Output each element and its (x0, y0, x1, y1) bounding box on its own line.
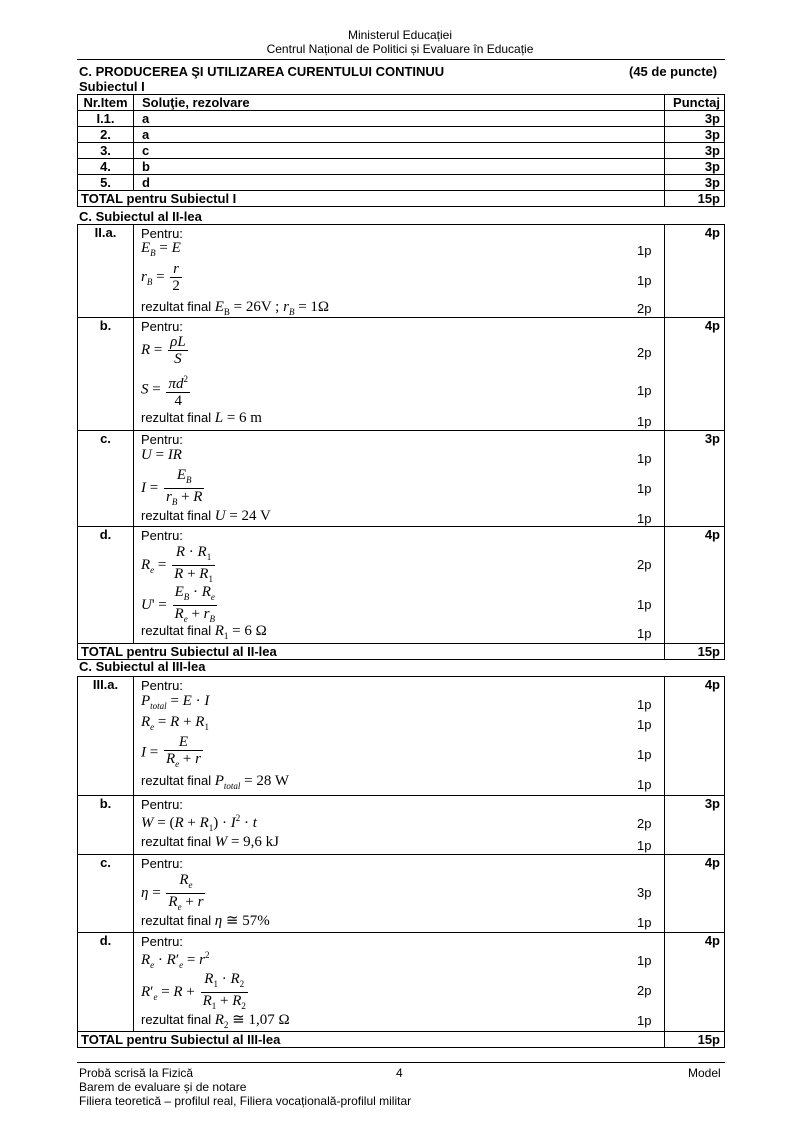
formula: R = $\frac{\rho L}{S}$ (141, 334, 186, 367)
solution-cell (134, 431, 665, 527)
footer-barem: Barem de evaluare și de notare (79, 1080, 247, 1094)
item-block-d (78, 527, 725, 644)
item-points: 4p (665, 527, 725, 644)
formula: $P_{total} = E \cdot I$ (141, 693, 210, 711)
ministry-name: Ministerul Educației (347, 28, 453, 42)
center-name: Centrul Național de Politici și Evaluare în Educație (266, 42, 534, 56)
row-points: 1p (637, 451, 652, 466)
row-points: 2p (637, 983, 652, 998)
pentru-label: Pentru: (141, 856, 183, 871)
total-label: TOTAL pentru Subiectul al III-lea (78, 1032, 665, 1048)
final-label: rezultat final (141, 1012, 212, 1027)
header-item: Nr.Item (78, 95, 134, 111)
formula: $r_B$ = $\frac{r}{2}$ (141, 261, 180, 294)
item-number: 3. (78, 143, 134, 159)
item-points: 3p (665, 796, 725, 855)
formula: $R_e = R + R_1$ (141, 714, 209, 732)
item-block-b (78, 318, 725, 431)
footer-rule (77, 1062, 725, 1063)
final-formula: η ≅ 57% (214, 913, 270, 929)
table-header-row (78, 95, 725, 111)
pentru-label: Pentru: (141, 432, 183, 447)
row-points: 1p (637, 777, 652, 792)
final-result-line (141, 299, 329, 317)
row-points: 1p (637, 383, 652, 398)
item-number: 5. (78, 175, 134, 191)
final-result-line (141, 773, 289, 791)
subject-1-table (77, 94, 725, 207)
pentru-label: Pentru: (141, 678, 183, 693)
final-result-line (141, 623, 267, 641)
formula: $W = (R + R_1) \cdot I^2 \cdot t$ (141, 813, 257, 833)
final-formula: $P_{total} = 28$ W (214, 773, 290, 791)
item-block-c (78, 431, 725, 527)
header-rule (77, 59, 725, 60)
item-block-a (78, 225, 725, 318)
solution-cell (134, 318, 665, 431)
final-formula: W = 9,6 kJ (214, 834, 280, 850)
row-points: 1p (637, 511, 652, 526)
answer: d (134, 175, 665, 191)
final-label: rezultat final (141, 508, 212, 523)
row-points: 2p (637, 557, 652, 572)
row-points: 3p (637, 885, 652, 900)
subject-1-title: Subiectul I (79, 79, 145, 94)
row-points: 1p (637, 697, 652, 712)
page-number: 4 (396, 1066, 403, 1080)
item-number: d. (78, 933, 134, 1032)
answer: a (134, 111, 665, 127)
item-points: 3p (665, 431, 725, 527)
item-number: III.a. (78, 677, 134, 796)
total-row (78, 644, 725, 660)
final-result-line (141, 1010, 290, 1030)
points: 3p (665, 175, 725, 191)
header-solution: Soluţie, rezolvare (134, 95, 665, 111)
footer-model: Model (688, 1066, 721, 1080)
total-row (78, 191, 725, 207)
item-points: 4p (665, 677, 725, 796)
item-number: I.1. (78, 111, 134, 127)
subject-2-title: C. Subiectul al II-lea (79, 209, 202, 224)
section-points: (45 de puncte) (629, 64, 718, 79)
footer-exam-title: Probă scrisă la Fizică (79, 1066, 194, 1080)
table-row (78, 143, 725, 159)
formula: $R'_e = R$ + $\frac{R_1 \cdot R_2}{R_1 + R_2}$ (141, 971, 250, 1014)
final-result-line (141, 911, 270, 930)
row-points: 1p (637, 414, 652, 429)
final-label: rezultat final (141, 623, 212, 638)
table-row (78, 111, 725, 127)
item-points: 4p (665, 318, 725, 431)
formula: I = $\frac{E_B}{r_B + R}$ (141, 467, 206, 510)
row-points: 1p (637, 838, 652, 853)
solution-cell (134, 855, 665, 933)
row-points: 1p (637, 273, 652, 288)
formula: $R_e$ = $\frac{R \cdot R_1}{R + R_1}$ (141, 544, 217, 587)
solution-cell (134, 225, 665, 318)
final-result-line (141, 410, 262, 427)
final-label: rezultat final (141, 913, 212, 928)
row-points: 1p (637, 597, 652, 612)
final-formula: $R_2$ ≅ 1,07 Ω (214, 1012, 290, 1030)
final-formula: U = 24 V (214, 508, 271, 524)
solution-cell (134, 796, 665, 855)
table-row (78, 175, 725, 191)
subject-3-title: C. Subiectul al III-lea (79, 659, 206, 674)
row-points: 1p (637, 915, 652, 930)
final-formula: $R_1 = 6$ Ω (214, 623, 267, 641)
total-label: TOTAL pentru Subiectul al II-lea (78, 644, 665, 660)
section-title: C. PRODUCEREA ŞI UTILIZAREA CURENTULUI CONTINUU (79, 64, 445, 79)
points: 3p (665, 111, 725, 127)
row-points: 1p (637, 953, 652, 968)
formula: U' = $\frac{E_B \cdot R_e}{R_e + r_B}$ (141, 584, 219, 627)
answer: a (134, 127, 665, 143)
item-number: 2. (78, 127, 134, 143)
item-block-b (78, 796, 725, 855)
row-points: 2p (637, 816, 652, 831)
total-points: 15p (665, 191, 725, 207)
table-row (78, 127, 725, 143)
row-points: 1p (637, 481, 652, 496)
final-formula: L = 6 m (214, 410, 262, 426)
item-block-d (78, 933, 725, 1032)
formula: $E_B = E$ (141, 240, 181, 258)
answer: c (134, 143, 665, 159)
final-result-line (141, 508, 271, 525)
solution-cell (134, 527, 665, 644)
item-block-c (78, 855, 725, 933)
points: 3p (665, 127, 725, 143)
item-block-a (78, 677, 725, 796)
subject-2-table (77, 224, 725, 660)
solution-cell (134, 933, 665, 1032)
item-points: 4p (665, 855, 725, 933)
formula: $R_e \cdot R'_e = r^2$ (141, 950, 210, 970)
item-number: II.a. (78, 225, 134, 318)
pentru-label: Pentru: (141, 797, 183, 812)
row-points: 1p (637, 243, 652, 258)
item-number: c. (78, 431, 134, 527)
item-points: 4p (665, 933, 725, 1032)
total-label: TOTAL pentru Subiectul I (78, 191, 665, 207)
row-points: 1p (637, 626, 652, 641)
formula: η = $\frac{R_e}{R_e + r}$ (141, 872, 207, 915)
row-points: 1p (637, 747, 652, 762)
pentru-label: Pentru: (141, 319, 183, 334)
answer: b (134, 159, 665, 175)
row-points: 1p (637, 1013, 652, 1028)
row-points: 2p (637, 345, 652, 360)
points: 3p (665, 159, 725, 175)
total-row (78, 1032, 725, 1048)
item-number: b. (78, 318, 134, 431)
formula: S = $\frac{\pi d^2}{4}$ (141, 374, 188, 409)
final-label: rezultat final (141, 299, 212, 314)
points: 3p (665, 143, 725, 159)
final-label: rezultat final (141, 773, 212, 788)
final-formula: $E_B = 26V$ ; $r_B = 1\Omega$ (214, 299, 330, 317)
item-number: c. (78, 855, 134, 933)
item-number: 4. (78, 159, 134, 175)
formula: U = IR (141, 447, 182, 463)
final-label: rezultat final (141, 410, 212, 425)
table-row (78, 159, 725, 175)
footer-filiera: Filiera teoretică – profilul real, Filiera vocațională-profilul militar (79, 1094, 412, 1108)
item-number: d. (78, 527, 134, 644)
total-points: 15p (665, 644, 725, 660)
item-points: 4p (665, 225, 725, 318)
pentru-label: Pentru: (141, 528, 183, 543)
pentru-label: Pentru: (141, 226, 183, 241)
formula: I = $\frac{E}{R_e + r}$ (141, 734, 205, 772)
row-points: 1p (637, 717, 652, 732)
item-number: b. (78, 796, 134, 855)
header-points: Punctaj (665, 95, 725, 111)
total-points: 15p (665, 1032, 725, 1048)
row-points: 2p (637, 301, 652, 316)
final-result-line (141, 834, 279, 851)
final-label: rezultat final (141, 834, 212, 849)
solution-cell (134, 677, 665, 796)
subject-3-table (77, 676, 725, 1048)
pentru-label: Pentru: (141, 934, 183, 949)
